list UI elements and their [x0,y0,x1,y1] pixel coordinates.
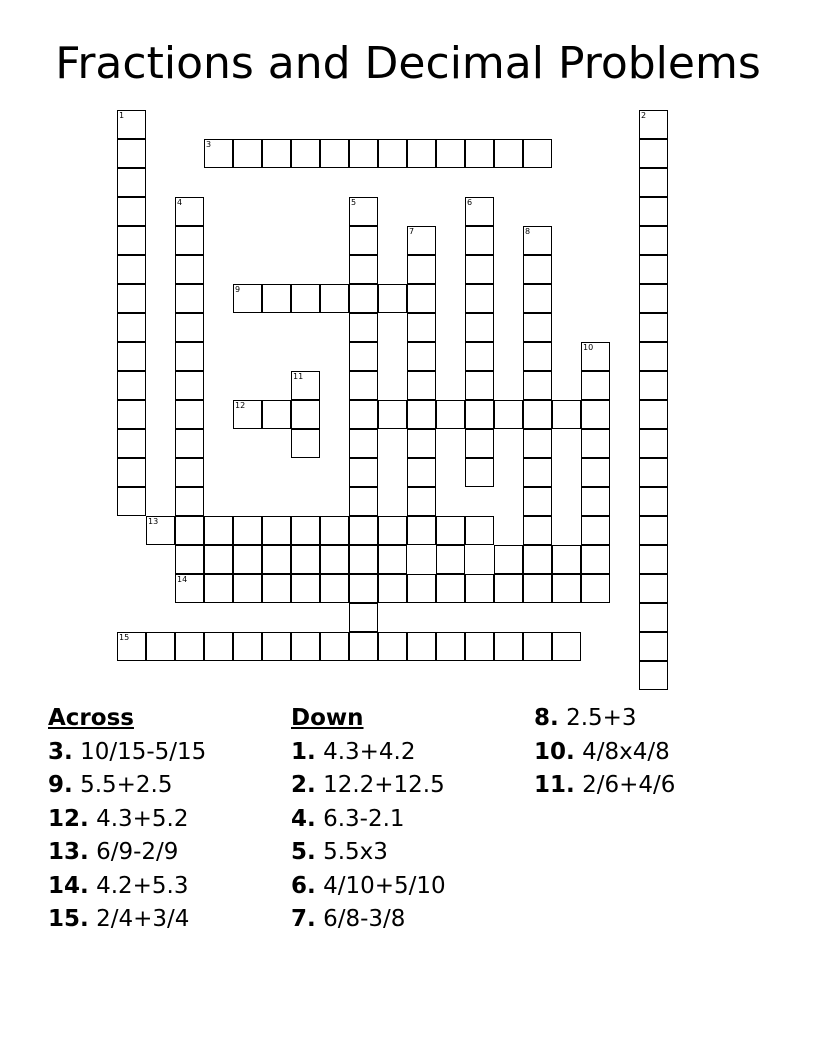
grid-cell[interactable] [291,632,320,661]
grid-cell[interactable] [117,342,146,371]
grid-cell[interactable] [523,313,552,342]
grid-cell[interactable] [175,371,204,400]
grid-cell[interactable] [117,371,146,400]
grid-cell[interactable] [581,400,610,429]
down-clue [291,870,446,904]
grid-cell[interactable] [262,400,291,429]
grid-cell[interactable] [291,371,320,400]
grid-cell[interactable] [349,284,378,313]
grid-cell[interactable] [523,400,552,429]
grid-cell[interactable] [639,197,668,226]
grid-cell[interactable] [639,400,668,429]
clue-number: 5. [291,839,316,865]
grid-cell[interactable] [262,574,291,603]
grid-cell[interactable] [523,545,552,574]
clue-number-label: 10 [583,343,594,352]
clue-number-label: 2 [641,111,647,120]
clue-text: 6/9-2/9 [96,839,179,865]
grid-cell[interactable] [465,342,494,371]
grid-cell[interactable] [407,458,436,487]
grid-cell[interactable] [146,632,175,661]
down-clue [291,903,446,937]
grid-cell[interactable] [407,139,436,168]
grid-cell[interactable] [349,313,378,342]
grid-cell[interactable] [117,168,146,197]
clue-number: 8. [534,705,559,731]
clue-number: 4. [291,805,316,832]
grid-cell[interactable] [639,574,668,603]
clue-number: 15. [48,906,89,932]
grid-cell[interactable] [117,313,146,342]
grid-cell[interactable] [349,545,378,574]
clue-number-label: 8 [525,227,531,236]
grid-cell[interactable] [465,400,494,429]
grid-cell[interactable] [378,139,407,168]
clue-number: 1. [291,738,316,765]
grid-cell[interactable] [581,545,610,574]
grid-cell[interactable] [349,632,378,661]
down-clues [291,702,446,937]
clue-text: 5.5+2.5 [80,772,173,798]
grid-cell[interactable] [175,197,204,226]
grid-cell[interactable] [349,197,378,226]
grid-cell[interactable] [349,516,378,545]
grid-cell[interactable] [407,516,436,545]
grid-cell[interactable] [320,545,349,574]
clue-number-label: 7 [409,227,415,236]
grid-cell[interactable] [639,458,668,487]
grid-cell[interactable] [233,516,262,545]
grid-cell[interactable] [117,255,146,284]
grid-cell[interactable] [407,632,436,661]
clue-text: 5.5x3 [323,839,388,865]
grid-cell[interactable] [639,168,668,197]
grid-cell[interactable] [146,516,175,545]
grid-cell[interactable] [175,516,204,545]
clue-number-label: 6 [467,198,473,207]
grid-cell[interactable] [639,371,668,400]
puzzle-title: Fractions and Decimal Problems [55,38,761,89]
grid-cell[interactable] [175,313,204,342]
grid-cell[interactable] [117,632,146,661]
grid-cell[interactable] [175,487,204,516]
grid-cell[interactable] [639,342,668,371]
clue-number-label: 1 [119,111,125,120]
across-clue [48,836,206,870]
grid-cell[interactable] [320,632,349,661]
clue-number: 11. [534,772,575,798]
down-clue [291,769,446,803]
grid-cell[interactable] [523,139,552,168]
grid-cell[interactable] [494,545,523,574]
across-clue [48,870,206,904]
down-heading: Down [291,705,364,731]
grid-cell[interactable] [233,139,262,168]
grid-cell[interactable] [465,313,494,342]
down-clue [534,769,675,803]
grid-cell[interactable] [523,458,552,487]
grid-cell[interactable] [639,139,668,168]
grid-cell[interactable] [523,574,552,603]
clue-text: 2/6+4/6 [582,772,676,798]
grid-cell[interactable] [639,632,668,661]
grid-cell[interactable] [581,487,610,516]
grid-cell[interactable] [117,197,146,226]
grid-cell[interactable] [175,284,204,313]
grid-cell[interactable] [436,400,465,429]
across-clue [48,903,206,937]
grid-cell[interactable] [262,516,291,545]
grid-cell[interactable] [175,574,204,603]
grid-cell[interactable] [117,139,146,168]
grid-cell[interactable] [523,429,552,458]
grid-cell[interactable] [378,516,407,545]
grid-cell[interactable] [465,574,494,603]
grid-cell[interactable] [465,226,494,255]
grid-cell[interactable] [639,516,668,545]
grid-cell[interactable] [291,400,320,429]
grid-cell[interactable] [175,429,204,458]
grid-cell[interactable] [465,255,494,284]
grid-cell[interactable] [407,342,436,371]
down-clue [291,803,446,837]
clue-text: 10/15-5/15 [80,738,207,765]
grid-cell[interactable] [436,545,465,574]
across-clue [48,803,206,837]
grid-cell[interactable] [436,516,465,545]
grid-cell[interactable] [639,487,668,516]
clue-text: 4/10+5/10 [323,872,446,899]
grid-cell[interactable] [349,574,378,603]
grid-cell[interactable] [117,110,146,139]
clue-text: 4.3+4.2 [323,738,416,765]
clue-text: 6.3-2.1 [323,805,405,832]
grid-cell[interactable] [407,429,436,458]
grid-cell[interactable] [117,284,146,313]
grid-cell[interactable] [320,284,349,313]
grid-cell[interactable] [291,545,320,574]
grid-cell[interactable] [639,603,668,632]
grid-cell[interactable] [581,371,610,400]
across-clues [48,702,206,937]
clue-number: 12. [48,805,89,832]
grid-cell[interactable] [639,545,668,574]
grid-cell[interactable] [465,284,494,313]
grid-cell[interactable] [378,632,407,661]
grid-cell[interactable] [552,632,581,661]
clue-number: 14. [48,872,89,899]
grid-cell[interactable] [349,603,378,632]
clue-number-label: 5 [351,198,357,207]
grid-cell[interactable] [407,284,436,313]
grid-cell[interactable] [233,284,262,313]
grid-cell[interactable] [349,458,378,487]
grid-cell[interactable] [407,574,436,603]
grid-cell[interactable] [465,632,494,661]
grid-cell[interactable] [262,632,291,661]
grid-cell[interactable] [407,226,436,255]
grid-cell[interactable] [291,516,320,545]
grid-cell[interactable] [407,255,436,284]
clue-text: 4/8x4/8 [582,738,670,765]
clue-number-label: 12 [235,401,246,410]
grid-cell[interactable] [407,400,436,429]
clue-number-label: 15 [119,633,130,642]
grid-cell[interactable] [639,255,668,284]
grid-cell[interactable] [204,139,233,168]
grid-cell[interactable] [175,255,204,284]
grid-cell[interactable] [204,632,233,661]
grid-cell[interactable] [291,139,320,168]
grid-cell[interactable] [523,371,552,400]
grid-cell[interactable] [349,400,378,429]
grid-cell[interactable] [465,197,494,226]
grid-cell[interactable] [639,110,668,139]
grid-cell[interactable] [465,429,494,458]
clue-text: 4.2+5.3 [96,872,189,899]
grid-cell[interactable] [262,284,291,313]
grid-cell[interactable] [349,255,378,284]
clue-text: 6/8-3/8 [323,906,406,932]
clue-text: 4.3+5.2 [96,805,189,832]
grid-cell[interactable] [175,458,204,487]
grid-cell[interactable] [523,342,552,371]
grid-cell[interactable] [349,487,378,516]
grid-cell[interactable] [465,458,494,487]
clue-text: 12.2+12.5 [323,772,445,798]
grid-cell[interactable] [407,487,436,516]
grid-cell[interactable] [639,429,668,458]
grid-cell[interactable] [523,632,552,661]
grid-cell[interactable] [175,226,204,255]
grid-cell[interactable] [378,400,407,429]
across-clue [48,736,206,770]
grid-cell[interactable] [436,139,465,168]
clue-number: 7. [291,906,316,932]
clue-number: 10. [534,738,575,765]
grid-cell[interactable] [204,545,233,574]
grid-cell[interactable] [320,516,349,545]
grid-cell[interactable] [117,458,146,487]
grid-cell[interactable] [117,429,146,458]
grid-cell[interactable] [581,458,610,487]
grid-cell[interactable] [581,429,610,458]
grid-cell[interactable] [436,574,465,603]
grid-cell[interactable] [581,574,610,603]
grid-cell[interactable] [233,574,262,603]
grid-cell[interactable] [523,255,552,284]
grid-cell[interactable] [204,516,233,545]
grid-cell[interactable] [639,284,668,313]
clue-number: 2. [291,772,316,798]
grid-cell[interactable] [117,226,146,255]
grid-cell[interactable] [117,400,146,429]
clue-number-label: 4 [177,198,183,207]
down-clue [291,836,446,870]
grid-cell[interactable] [494,632,523,661]
grid-cell[interactable] [494,574,523,603]
grid-cell[interactable] [523,284,552,313]
grid-cell[interactable] [175,400,204,429]
grid-cell[interactable] [349,139,378,168]
grid-cell[interactable] [523,226,552,255]
grid-cell[interactable] [320,139,349,168]
grid-cell[interactable] [552,400,581,429]
grid-cell[interactable] [262,545,291,574]
clue-text: 2/4+3/4 [96,906,190,932]
grid-cell[interactable] [639,661,668,690]
grid-cell[interactable] [494,139,523,168]
clue-number: 3. [48,738,73,765]
grid-cell[interactable] [465,516,494,545]
grid-cell[interactable] [349,226,378,255]
grid-cell[interactable] [291,284,320,313]
grid-cell[interactable] [407,371,436,400]
grid-cell[interactable] [639,226,668,255]
grid-cell[interactable] [639,313,668,342]
grid-cell[interactable] [436,632,465,661]
down-clue [534,736,675,770]
down-clue [534,702,675,736]
grid-cell[interactable] [204,574,233,603]
grid-cell[interactable] [291,429,320,458]
grid-cell[interactable] [552,545,581,574]
grid-cell[interactable] [291,574,320,603]
across-clue [48,769,206,803]
grid-cell[interactable] [494,400,523,429]
grid-cell[interactable] [233,545,262,574]
clue-number-label: 11 [293,372,304,381]
grid-cell[interactable] [349,342,378,371]
grid-cell[interactable] [320,574,349,603]
grid-cell[interactable] [378,574,407,603]
grid-cell[interactable] [175,342,204,371]
grid-cell[interactable] [552,574,581,603]
grid-cell[interactable] [233,400,262,429]
grid-cell[interactable] [262,139,291,168]
clue-number: 13. [48,839,89,865]
grid-cell[interactable] [581,516,610,545]
down-clues-continued [534,702,675,803]
clue-number-label: 9 [235,285,241,294]
grid-cell[interactable] [465,371,494,400]
grid-cell[interactable] [349,371,378,400]
across-heading: Across [48,705,134,731]
grid-cell[interactable] [581,342,610,371]
grid-cell[interactable] [378,284,407,313]
grid-cell[interactable] [117,487,146,516]
clue-number-label: 14 [177,575,188,584]
grid-cell[interactable] [175,632,204,661]
clue-number: 9. [48,772,73,798]
grid-cell[interactable] [407,313,436,342]
grid-cell[interactable] [349,429,378,458]
grid-cell[interactable] [523,516,552,545]
grid-cell[interactable] [233,632,262,661]
grid-cell[interactable] [175,545,204,574]
clue-number-label: 3 [206,140,212,149]
down-clue [291,736,446,770]
clue-number: 6. [291,872,316,899]
clue-number-label: 13 [148,517,159,526]
grid-cell[interactable] [465,139,494,168]
clue-text: 2.5+3 [566,705,637,731]
grid-cell[interactable] [378,545,407,574]
grid-cell[interactable] [523,487,552,516]
